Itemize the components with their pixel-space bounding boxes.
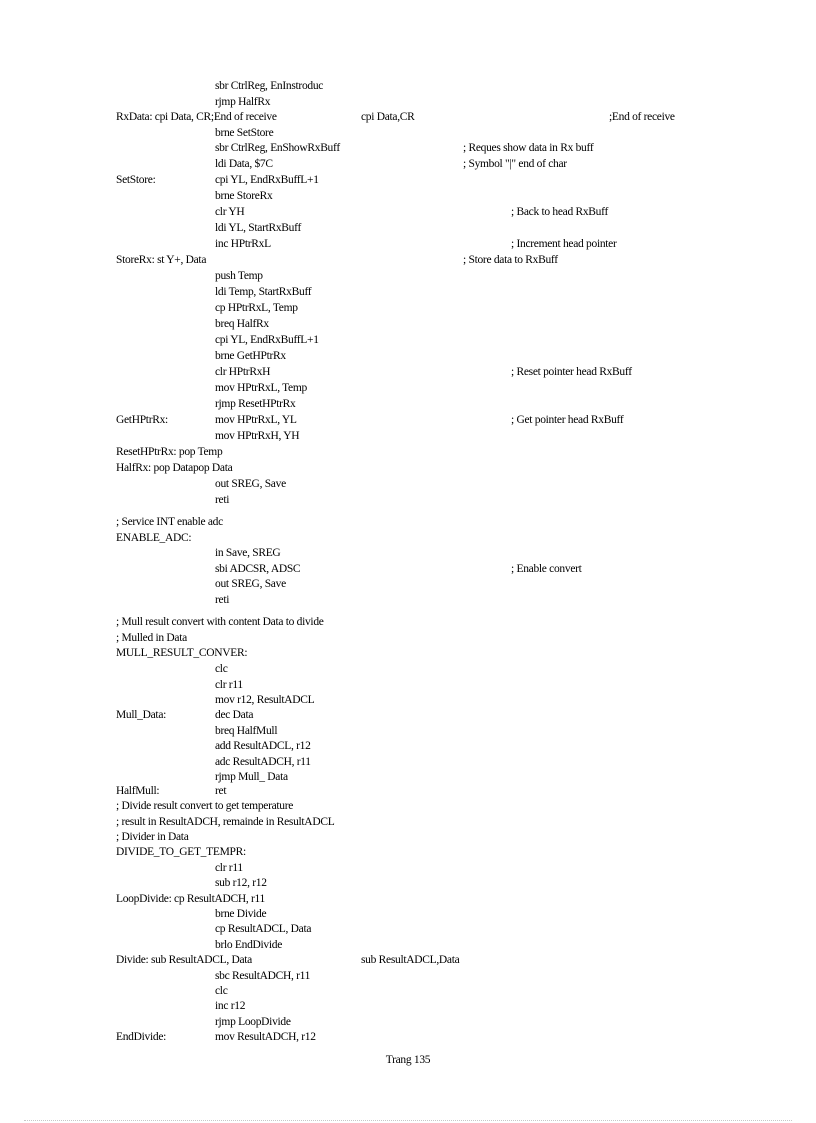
code-segment-c1: ; Mull result convert with content Data to divide <box>116 616 324 628</box>
code-segment-c2: clr HPtrRxH <box>215 366 271 378</box>
code-segment-c2: mov HPtrRxL, YL <box>215 414 297 426</box>
code-line <box>0 908 816 923</box>
code-segment-c2: out SREG, Save <box>215 578 286 590</box>
code-segment-c1: Mull_Data: <box>116 709 167 721</box>
code-segment-c3: sub ResultADCL,Data <box>361 954 460 966</box>
code-line <box>0 446 816 461</box>
code-segment-c5: ; Enable convert <box>511 563 582 575</box>
code-line <box>0 632 816 647</box>
code-segment-c2: brne Divide <box>215 908 267 920</box>
code-segment-c1: ENABLE_ADC: <box>116 532 192 544</box>
code-segment-c2: dec Data <box>215 709 254 721</box>
code-line <box>0 462 816 477</box>
code-segment-c1: LoopDivide: cp ResultADCH, r11 <box>116 893 266 905</box>
page-number: Trang 135 <box>385 1054 431 1066</box>
code-line <box>0 254 816 269</box>
code-line <box>0 725 816 740</box>
code-segment-c2: ldi Temp, StartRxBuff <box>215 286 312 298</box>
code-line <box>0 190 816 205</box>
code-line <box>0 831 816 846</box>
code-line <box>0 547 816 562</box>
code-line <box>0 740 816 755</box>
code-line <box>0 985 816 1000</box>
code-segment-c2: brne StoreRx <box>215 190 273 202</box>
code-line <box>0 334 816 349</box>
code-line <box>0 756 816 771</box>
code-segment-c1: RxData: cpi Data, CR;End of receive <box>116 111 277 123</box>
code-segment-c1: SetStore: <box>116 174 156 186</box>
code-line <box>0 494 816 509</box>
code-segment-c1: Divide: sub ResultADCL, Data <box>116 954 252 966</box>
code-line <box>0 350 816 365</box>
code-line <box>0 302 816 317</box>
code-segment-c2: breq HalfMull <box>215 725 278 737</box>
code-segment-c2: mov ResultADCH, r12 <box>215 1031 316 1043</box>
code-segment-c2: brlo EndDivide <box>215 939 283 951</box>
code-line <box>0 238 816 253</box>
code-segment-c1: ; Service INT enable adc <box>116 516 223 528</box>
code-segment-c2: ret <box>215 785 227 797</box>
code-segment-c2: in Save, SREG <box>215 547 281 559</box>
code-segment-c2: cpi YL, EndRxBuffL+1 <box>215 334 319 346</box>
code-segment-c2: clc <box>215 663 228 675</box>
code-line <box>0 382 816 397</box>
code-segment-c6: ;End of receive <box>609 111 675 123</box>
code-line <box>0 1000 816 1015</box>
code-line <box>0 954 816 969</box>
code-segment-c2: brne SetStore <box>215 127 274 139</box>
code-segment-c2: out SREG, Save <box>215 478 286 490</box>
code-segment-c1: ResetHPtrRx: pop Temp <box>116 446 223 458</box>
code-segment-c5: ; Increment head pointer <box>511 238 617 250</box>
code-line <box>0 158 816 173</box>
code-segment-c5: ; Reset pointer head RxBuff <box>511 366 632 378</box>
code-segment-c2: sub r12, r12 <box>215 877 267 889</box>
code-segment-c2: cp HPtrRxL, Temp <box>215 302 298 314</box>
code-segment-c2: cp ResultADCL, Data <box>215 923 312 935</box>
code-segment-c1: MULL_RESULT_CONVER: <box>116 647 248 659</box>
code-line <box>0 366 816 381</box>
code-segment-c2: sbr CtrlReg, EnInstroduc <box>215 80 324 92</box>
code-segment-c1: DIVIDE_TO_GET_TEMPR: <box>116 846 246 858</box>
code-segment-c2: mov HPtrRxH, YH <box>215 430 300 442</box>
page-bottom-rule <box>24 1120 792 1121</box>
code-line <box>0 877 816 892</box>
code-line <box>0 286 816 301</box>
code-line <box>0 80 816 95</box>
code-line <box>0 142 816 157</box>
code-segment-c2: brne GetHPtrRx <box>215 350 286 362</box>
code-segment-c1: ; Divider in Data <box>116 831 189 843</box>
code-segment-c2: sbi ADCSR, ADSC <box>215 563 301 575</box>
code-line <box>0 939 816 954</box>
code-line <box>0 206 816 221</box>
code-line <box>0 532 816 547</box>
code-segment-c2: inc HPtrRxL <box>215 238 271 250</box>
code-segment-c1: GetHPtrRx: <box>116 414 168 426</box>
code-segment-c1: HalfMull: <box>116 785 160 797</box>
code-line <box>0 1016 816 1031</box>
code-line <box>0 800 816 815</box>
code-line <box>0 430 816 445</box>
code-segment-c2: inc r12 <box>215 1000 246 1012</box>
code-segment-c2: push Temp <box>215 270 263 282</box>
code-line <box>0 893 816 908</box>
code-segment-c4: ; Store data to RxBuff <box>463 254 558 266</box>
code-segment-c2: cpi YL, EndRxBuffL+1 <box>215 174 319 186</box>
code-segment-c2: add ResultADCL, r12 <box>215 740 311 752</box>
code-segment-c2: reti <box>215 594 230 606</box>
code-segment-c2: sbr CtrlReg, EnShowRxBuff <box>215 142 340 154</box>
code-line <box>0 96 816 111</box>
code-line <box>0 846 816 861</box>
code-line <box>0 679 816 694</box>
code-line <box>0 970 816 985</box>
code-line <box>0 647 816 662</box>
code-line <box>0 398 816 413</box>
code-segment-c2: rjmp Mull_ Data <box>215 771 288 783</box>
code-line <box>0 1031 816 1046</box>
code-line <box>0 616 816 631</box>
code-line <box>0 516 816 531</box>
code-line <box>0 414 816 429</box>
code-line <box>0 663 816 678</box>
code-segment-c2: mov r12, ResultADCL <box>215 694 315 706</box>
code-segment-c2: sbc ResultADCH, r11 <box>215 970 311 982</box>
code-segment-c2: clr r11 <box>215 862 243 874</box>
code-segment-c2: rjmp LoopDivide <box>215 1016 291 1028</box>
code-line <box>0 478 816 493</box>
code-segment-c5: ; Back to head RxBuff <box>511 206 608 218</box>
code-segment-c4: ; Symbol "|" end of char <box>463 158 567 170</box>
code-line <box>0 694 816 709</box>
code-segment-c1: ; result in ResultADCH, remainde in ResultADCL <box>116 816 335 828</box>
code-line <box>0 222 816 237</box>
code-segment-c4: ; Reques show data in Rx buff <box>463 142 594 154</box>
code-line <box>0 111 816 126</box>
code-line <box>0 174 816 189</box>
code-segment-c2: ldi Data, $7C <box>215 158 273 170</box>
code-segment-c1: ; Divide result convert to get temperature <box>116 800 294 812</box>
code-segment-c2: adc ResultADCH, r11 <box>215 756 311 768</box>
code-segment-c2: rjmp ResetHPtrRx <box>215 398 296 410</box>
code-segment-c3: cpi Data,CR <box>361 111 415 123</box>
code-segment-c1: StoreRx: st Y+, Data <box>116 254 207 266</box>
code-line <box>0 563 816 578</box>
code-line <box>0 923 816 938</box>
code-line <box>0 862 816 877</box>
code-segment-c1: ; Mulled in Data <box>116 632 187 644</box>
code-segment-c2: reti <box>215 494 230 506</box>
code-line <box>0 816 816 831</box>
code-line <box>0 127 816 142</box>
code-segment-c1: HalfRx: pop Datapop Data <box>116 462 233 474</box>
code-line <box>0 709 816 724</box>
code-line <box>0 318 816 333</box>
code-segment-c2: clc <box>215 985 228 997</box>
code-line <box>0 594 816 609</box>
code-segment-c2: breq HalfRx <box>215 318 269 330</box>
code-line <box>0 270 816 285</box>
code-segment-c2: rjmp HalfRx <box>215 96 271 108</box>
code-segment-c2: clr r11 <box>215 679 243 691</box>
code-segment-c1: EndDivide: <box>116 1031 167 1043</box>
code-segment-c2: ldi YL, StartRxBuff <box>215 222 301 234</box>
code-line <box>0 578 816 593</box>
code-line <box>0 771 816 786</box>
code-segment-c5: ; Get pointer head RxBuff <box>511 414 624 426</box>
code-segment-c2: mov HPtrRxL, Temp <box>215 382 307 394</box>
code-segment-c2: clr YH <box>215 206 245 218</box>
code-line <box>0 785 816 800</box>
